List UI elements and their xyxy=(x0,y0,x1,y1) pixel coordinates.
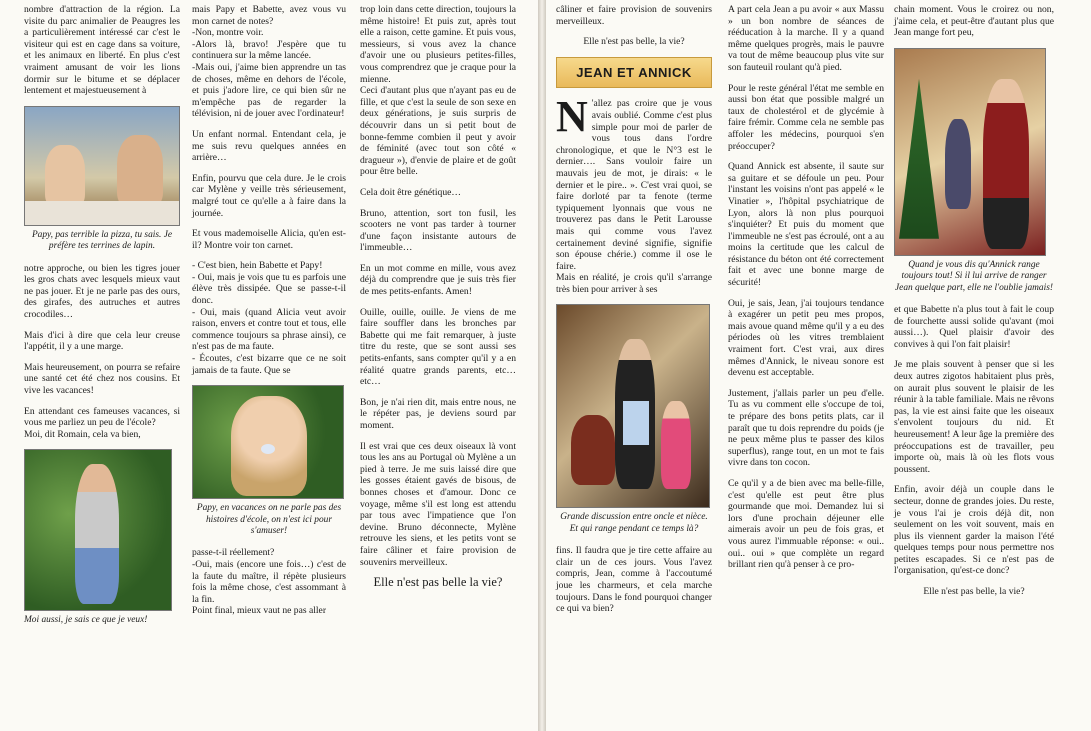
garment-shape xyxy=(623,401,649,445)
photo-caption: Quand je vous dis qu'Annick range toujours tout! Si il lui arrive de ranger Jean quelque part, elle ne l'oublie jamais! xyxy=(895,259,1053,293)
paragraph: fins. Il faudra que je tire cette affaire au clair un de ces jours. Vous l'avez compris, Jean, comme à l'accoutumé joue les charmeurs, et cela marche toujours. Dans le fond pourquoi changer ce qui va bien? xyxy=(556,545,712,615)
paragraph: -Non, montre voir. xyxy=(192,27,264,39)
girl-figure xyxy=(661,401,691,489)
closing-line: Elle n'est pas belle la vie? xyxy=(373,575,503,590)
paragraph: - C'est bien, hein Babette et Papy! xyxy=(192,260,323,272)
right-column-2 xyxy=(728,4,884,580)
paragraph: mais Papy et Babette, avez vous vu mon carnet de notes? xyxy=(192,4,346,27)
paragraph: notre approche, ou bien les tigres jouer les gros chats avec lesquels mieux vaut ne pas jouer. Et je ne parle pas des ours, des girafes, des autruches et autres crocodiles… xyxy=(24,262,180,320)
paragraph: Mais heureusement, on pourra se refaire une santé cet été chez nos cousins. Et vive les vacances! xyxy=(24,361,180,396)
closing-line: Elle n'est pas belle, la vie? xyxy=(923,586,1025,598)
left-column-3 xyxy=(360,4,516,589)
paragraph: - Oui, mais je vois que tu es parfois une élève très dissipée. Que se passe-t-il donc. xyxy=(192,271,346,307)
paragraph: Mais en réalité, je crois qu'il s'arrange très bien pour arriver à ses xyxy=(556,272,712,295)
drop-cap: N xyxy=(556,92,588,142)
photo-caption: Moi aussi, je sais ce que je veux! xyxy=(24,615,148,626)
paragraph xyxy=(556,92,712,272)
paragraph: et que Babette n'a plus tout à fait le coup de fourchette aussi solide qu'avant (moi aussi…). Quel plaisir d'avoir des convives à qui l'on fait plaisir! xyxy=(894,304,1054,350)
paragraph: Ouille, ouille, ouille. Je viens de me faire souffler dans les bronches par Babette qui me fait remarquer, à juste titre du reste, que se sont aussi ses petits-enfants, sans compter qu'il y a en réalité quatre grands parents, etc… etc… xyxy=(360,306,516,388)
paragraph: Point final, mieux vaut ne pas aller xyxy=(192,605,327,617)
paragraph: passe-t-il réellement? xyxy=(192,547,275,559)
paragraph: - Oui, mais (quand Alicia veut avoir raison, envers et contre tout et tous, elle commence toujours sa phrase ainsi), ce n'est pas de ma faute. xyxy=(192,306,346,353)
child-figure xyxy=(117,135,163,207)
paragraph: chain moment. Vous le croirez ou non, j'aime cela, et peut-être d'autant plus que Jean mange fort peu, xyxy=(894,4,1054,39)
photo-caption: Papy, en vacances on ne parle pas des histoires d'école, on n'est ici pour s'amuser! xyxy=(196,503,342,537)
page-gutter xyxy=(538,0,546,731)
left-column-2 xyxy=(192,4,346,626)
paragraph: -Alors là, bravo! J'espère que tu continuera sur la même lancée. xyxy=(192,38,346,62)
paragraph: Mais d'ici à dire que cela leur creuse l'appétit, il y a une marge. xyxy=(24,329,180,353)
paragraph: Justement, j'allais parler un peu d'elle. Tu as vu comment elle s'occupe de toi, te prépare des bons petits plats, car il paraît que tu dois reprendre du poids (je ne peux même plus te passer des kilos superflus), range tout, en un mot te fais vivre dans ton cocon. xyxy=(728,387,884,469)
photo-caption: Grande discussion entre oncle et nièce. Et qui range pendant ce temps là? xyxy=(560,512,708,534)
paragraph: Un enfant normal. Entendant cela, je me suis revu quelques années en arrière… xyxy=(192,128,346,164)
paragraph: Enfin, pourvu que cela dure. Je le crois car Mylène y veille très sérieusement, malgré tout ce qu'elle a à faire dans la journée. xyxy=(192,172,346,219)
paragraph: Quand Annick est absente, il saute sur sa guitare et se défoule un peu. Pour l'instant les voisins n'ont pas appelé « le Vinatier », l'hôpital psychiatrique de Lyon, alors là non plus pourquoi s'inquiéter? Et puis du moment que l'immeuble ne s'est pas écroulé, ont a au moins la certitude que les calcul de résistance du béton ont été correctement fait et avec une bonne marge de sécurité! xyxy=(728,161,884,289)
photo-children-pizza xyxy=(24,106,180,226)
left-column-1 xyxy=(24,4,180,637)
table-shape xyxy=(25,201,179,225)
right-column-1 xyxy=(556,4,712,624)
photo-boy-garden xyxy=(24,449,172,611)
paragraph: trop loin dans cette direction, toujours la même histoire! Et puis zut, après tout elle a raison, cette gamine. Et puis vous, messieurs, si vous avez la chance d'avoir une ou plusieurs petites-filles, vous comprendrez que je craque pour la mienne. xyxy=(360,4,516,85)
paragraph: Ceci d'autant plus que n'ayant pas eu de fille, et que c'est la seule de son sexe en deux générations, je suis surpris de découvrir dans un si petit bout de bonne-femme combien il peut y avoir de féminité (avec tout son côté « dragueur »), d'envie de plaire et de goût pour être belle. xyxy=(360,85,516,178)
boy-figure xyxy=(75,464,119,604)
paragraph: -Mais oui, j'aime bien apprendre un tas de choses, même en dehors de l'école, et puis j'adore lire, ce qui bien sûr ne m'empêche pas de regarder la télévision, ni de jouer avec l'ordinateur! xyxy=(192,61,346,120)
man-figure xyxy=(945,119,971,209)
paragraph: nombre d'attraction de la région. La visite du parc animalier de Peaugres les a particulièrement intéressé car c'est le visiteur qui est en cage dans sa voiture, et les animaux en liberté. En plus c'est vraiment amusant de voir les lions dormir sur le bitume et se déplacer lentement et majestueusement à xyxy=(24,4,180,97)
paragraph: Oui, je sais, Jean, j'ai toujours tendance à exagérer un petit peu mes propos, mais avoue quand même qu'il y a eu des périodes où les vitres tremblaient vraiment fort. C'est vrai, aux dires mêmes d'Annick, le niveau sonore est devenu est acceptable. xyxy=(728,297,884,379)
christmas-tree-shape xyxy=(899,79,939,239)
woman-figure xyxy=(571,415,615,485)
paragraph: - Écoutes, c'est bizarre que ce ne soit jamais de ta faute. Que se xyxy=(192,353,346,376)
paragraph: Il est vrai que ces deux oiseaux là vont tous les ans au Portugal où Mylène a un pied à terre. Je me suis laissé dire que les gosses étaient gavés de bisous, de bonnes choses et d'amour. Donc ce voyage, même s'il est long est attendu par tous avec l'impatience que l'on devine. Bruno déconnecte, Mylène retrouve les siens, et les petits vont se faire câliner et faire provision de souvenirs merveilleux. xyxy=(360,440,516,568)
paragraph: Et vous mademoiselle Alicia, qu'en est-il? Montre voir ton carnet. xyxy=(192,228,346,251)
article-title: JEAN ET ANNICK xyxy=(556,57,712,89)
paragraph: En attendant ces fameuses vacances, si vous me parliez un peu de l'école? xyxy=(24,405,180,429)
paragraph: Pour le reste général l'état me semble en aussi bon état que possible malgré un taux de cholestérol et de glycémie à faire frémir. Comme cela ne semble pas affoler les médecins, pourquoi s'en préoccuper? xyxy=(728,82,884,152)
right-page xyxy=(546,0,1091,731)
right-column-3 xyxy=(894,4,1054,607)
photo-girl-pacifier xyxy=(192,385,344,499)
annick-figure xyxy=(983,79,1029,249)
paragraph: Ce qu'il y a de bien avec ma belle-fille, c'est qu'elle est peut être plus gourmande que moi. Demandez lui si lors d'une prochain déjeuner elle aimerais avoir un peu de fois gras, et vous aurez l'immuable réponse: « oui.. oui.. oui » que complète un regard brillant rien qu'à penser à ce pro- xyxy=(728,477,884,571)
paragraph: Bruno, attention, sort ton fusil, les scooters ne vont pas tarder à tourner d'une façon insistante autours de l'immeuble… xyxy=(360,207,516,254)
child-figure xyxy=(45,145,85,207)
paragraph: A part cela Jean a pu avoir « aux Massu » un bon nombre de séances de rééducation à la marche. Il y a quand même quelques progrès, mais le pauvre va tout de même beaucoup plus vite sur son fauteuil roulant qu'à pied. xyxy=(728,4,884,73)
paragraph: Enfin, avoir déjà un couple dans le secteur, donne de grandes joies. Du reste, je vous l'ai je crois déjà dit, non seulement on les voit souvent, mais en plus ils viennent garder la maison l'été quelques temps pour nous permettre nos petites escapades. Si ce n'est pas de l'organisation, qu'est-ce donc? xyxy=(894,484,1054,577)
left-page xyxy=(0,0,538,731)
paragraph: Elle n'est pas belle, la vie? xyxy=(583,36,685,48)
paragraph-text: 'allez pas croire que je vous avais oublié. Comme c'est plus simple pour moi de parler de vous tous dans l'ordre chronologique, et que le N°3 est le dernier…. Sans vouloir faire un mauvais jeu de mot, je dirais: « le dernier et le pire.. ». C'est vrai quoi, se faire dorloté par ta fenote (terme typiquement lyonnais que vous ne trouverez pas dans le Petit Larousse mais qui comme vous l'avez certainement deviné signifie, signifie son épouse chérie.) comme il ose le faire. xyxy=(556,98,712,272)
photo-uncle-niece xyxy=(556,304,710,508)
paragraph: -Oui, mais (encore une fois…) c'est de la faute du maître, il répète plusieurs fois la même chose, c'est assommant à la fin. xyxy=(192,559,346,605)
paragraph: Bon, je n'ai rien dit, mais entre nous, ne le répéter pas, je deviens sourd par moment. xyxy=(360,396,516,431)
photo-annick-christmas xyxy=(894,48,1046,256)
paragraph: Cela doit être génétique… xyxy=(360,186,461,198)
photo-caption: Papy, pas terrible la pizza, tu sais. Je préfère tes terrines de lapin. xyxy=(31,229,173,252)
paragraph: En un mot comme en mille, vous avez déjà du comprendre que je suis très fier de mes petits-enfants. Amen! xyxy=(360,262,516,298)
paragraph: Moi, dit Romain, cela va bien, xyxy=(24,428,141,440)
paragraph: Je me plais souvent à penser que si les deux autres zigotos habitaient plus près, on aurait plus souvent le plaisir de les réunir à la table familiale. Mais ne rêvons pas, la vie est ainsi faite que les oiseaux s'envolent toujours du nid. Et heureusement! A leur âge la première des préoccupations est de travailler, peu importe où, mais là où les flots vous poussent. xyxy=(894,359,1054,475)
paragraph: câliner et faire provision de souvenirs merveilleux. xyxy=(556,4,712,27)
